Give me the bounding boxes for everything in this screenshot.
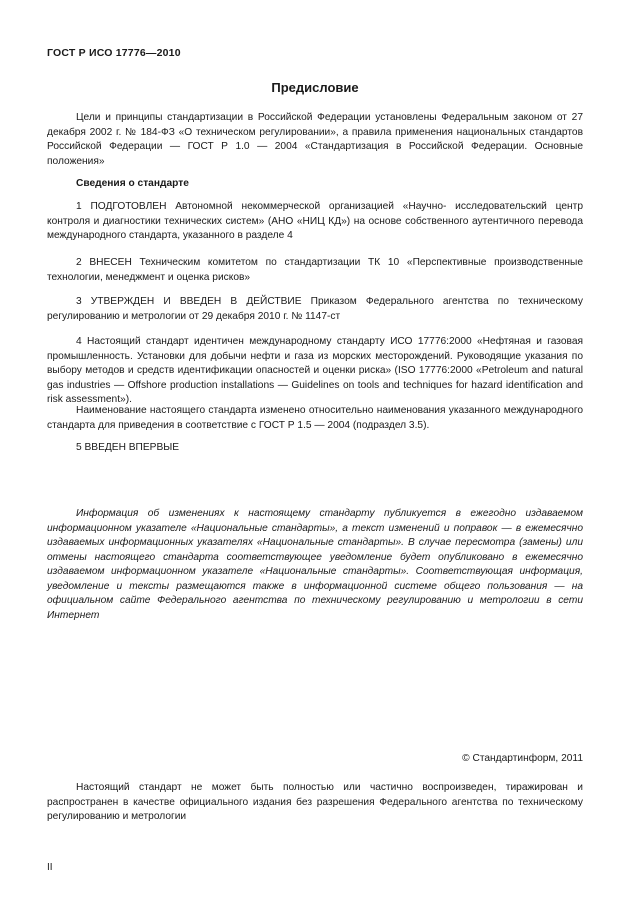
- reproduction-notice: Настоящий стандарт не может быть полностью или частично воспроизведен, тиражирован и распространен в качестве официального издания без разрешения Федерального агентства по техническому регулированию и метрологии: [47, 782, 583, 822]
- intro-paragraph: Цели и принципы стандартизации в Российской Федерации установлены Федеральным законом от 27 декабря 2002 г. № 184-ФЗ «О техническом регулировании», а правила применения национальных стандартов Российской Федерации — ГОСТ Р 1.0 — 2004 «Стандартизация в Российской Федерации. Основные положения»: [47, 112, 583, 167]
- page-title: Предисловие: [271, 80, 359, 95]
- page-number: II: [47, 862, 53, 873]
- item-5-first-introduced: 5 ВВЕДЕН ВПЕРВЫЕ: [76, 442, 180, 453]
- item-1-prepared: 1 ПОДГОТОВЛЕН Автономной некоммерческой организацией «Научно- исследовательский центр контроля и диагностики технических систем» (АНО «НИЦ КД») на основе собственного аутентичного перевода международного стандарта, указанного в разделе 4: [47, 201, 583, 241]
- item-4-identical: 4 Настоящий стандарт идентичен международному стандарту ИСО 17776:2000 «Нефтяная и газовая промышленность. Установки для добычи нефти и газа из морских месторождений. Руководящие указания по выбору методов и средств идентификации опасностей и оценки риска» (ISO 17776:2000 «Petroleum and natural gas industries — Offshore production installations — Guidelines on tools and techniques for hazard identification and risk assessment»).: [47, 336, 583, 405]
- item-2-introduced: 2 ВНЕСЕН Техническим комитетом по стандартизации ТК 10 «Перспективные производственные технологии, менеджмент и оценка рисков»: [47, 257, 583, 283]
- copyright-notice: © Стандартинформ, 2011: [462, 753, 583, 764]
- item-4-note: Наименование настоящего стандарта изменено относительно наименования указанного международного стандарта для приведения в соответствие с ГОСТ Р 1.5 — 2004 (подраздел 3.5).: [47, 405, 583, 431]
- changes-info-paragraph: Информация об изменениях к настоящему стандарту публикуется в ежегодно издаваемом информационном указателе «Национальные стандарты», а текст изменений и поправок — в ежемесячно издаваемых информационных указателях «Национальные стандарты». В случае пересмотра (замены) или отмены настоящего стандарта соответствующее уведомление будет опубликовано в ежемесячно издаваемом информационном указателе «Национальные стандарты». Соответствующая информация, уведомление и тексты размещаются также в информационной системе общего пользования — на официальном сайте Федерального агентства по техническому регулированию и метрологии в сети Интернет: [47, 508, 583, 621]
- item-3-approved: 3 УТВЕРЖДЕН И ВВЕДЕН В ДЕЙСТВИЕ Приказом Федерального агентства по техническому регулированию и метрологии от 29 декабря 2010 г. № 1147-ст: [47, 296, 583, 322]
- info-heading: Сведения о стандарте: [76, 178, 189, 189]
- document-header: ГОСТ Р ИСО 17776—2010: [47, 47, 181, 59]
